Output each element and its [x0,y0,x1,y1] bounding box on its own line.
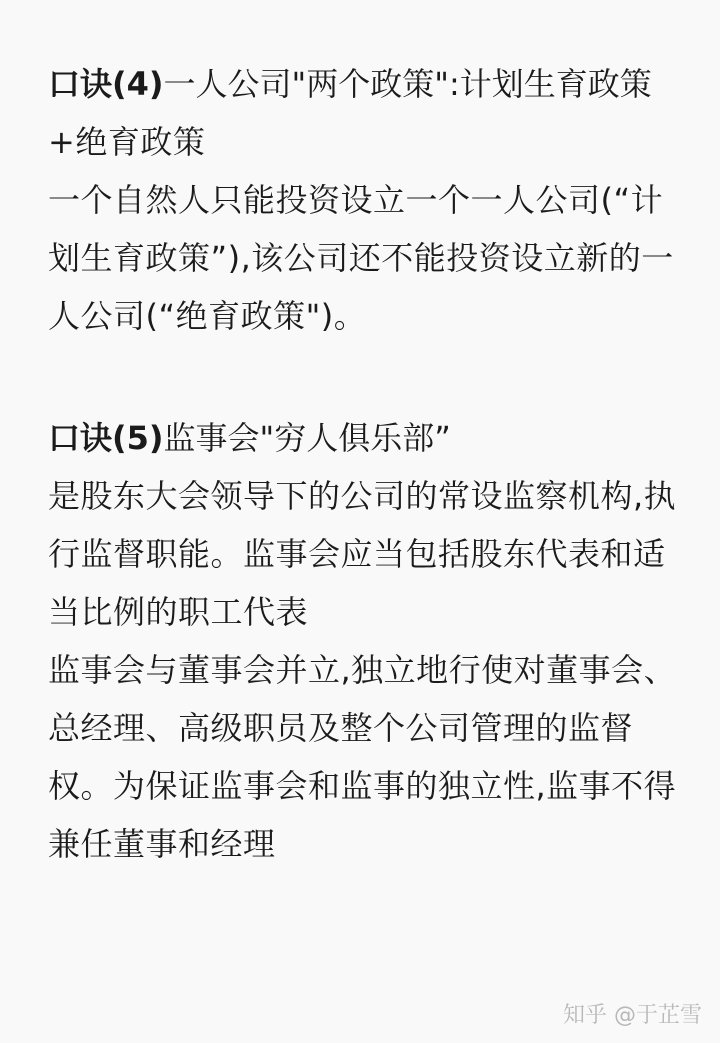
heading-label: 口诀(5) [48,419,164,457]
paragraph-line: 权。为保证监事会和监事的独立性,监事不得 [48,767,677,805]
heading-title: 监事会"穷人俱乐部” [163,419,451,457]
heading-label: 口诀(4) [48,65,164,103]
zhihu-watermark: 知乎 @于芷雪 [563,1003,702,1028]
section-mnemonic-4 [48,55,678,345]
paragraph-line: 一个自然人只能投资设立一个一人公司(“计 [48,181,664,219]
paragraph-line: 划生育政策”),该公司还不能投资设立新的一 [48,239,674,277]
paragraph-line: 总经理、高级职员及整个公司管理的监督 [48,709,634,747]
paragraph-line: 人公司(“绝育政策")。 [48,297,367,335]
section-mnemonic-5 [48,409,678,873]
paragraph-line: 兼任董事和经理 [48,825,276,863]
section-heading [48,409,678,467]
paragraph-line: 是股东大会领导下的公司的常设监察机构,执 [48,477,677,515]
paragraph-line: 当比例的职工代表 [48,593,309,631]
paragraph-line: 行监督职能。监事会应当包括股东代表和适 [48,535,666,573]
heading-title: 一人公司"两个政策":计划生育政策 [163,65,652,103]
section-heading [48,55,678,113]
paragraph-line: 监事会与董事会并立,独立地行使对董事会、 [48,651,677,689]
paragraph-line: +绝育政策 [48,123,206,161]
